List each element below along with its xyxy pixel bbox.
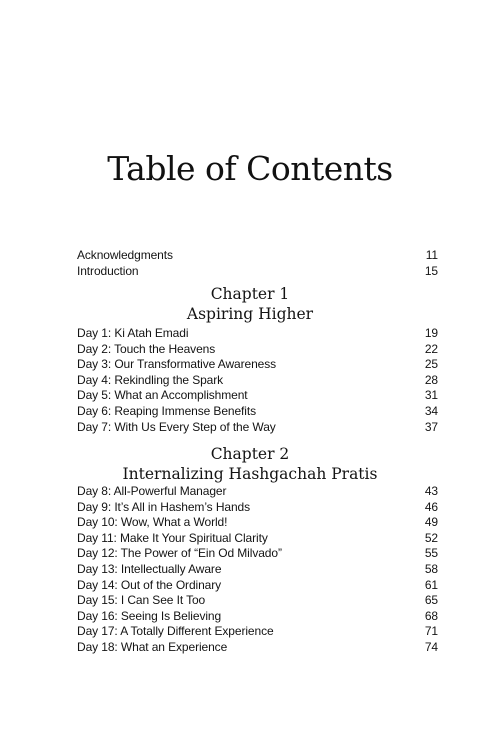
toc-entry-label: Day 4: Rekindling the Spark (77, 372, 224, 387)
toc-entry-page: 31 (424, 388, 438, 403)
chapter-1-entries (77, 326, 438, 435)
toc-entry-label: Day 7: With Us Every Step of the Way (77, 419, 276, 434)
toc-entry-label: Day 5: What an Accomplishment (77, 388, 248, 403)
toc-entry-page: 11 (425, 248, 438, 262)
toc-entry-label: Day 9: It’s All in Hashem’s Hands (77, 499, 251, 514)
toc-entry-page: 28 (424, 372, 438, 387)
toc-entry (77, 531, 438, 547)
toc-entry-page: 49 (424, 515, 438, 530)
front-matter-list (77, 248, 438, 279)
toc-entry-page: 22 (424, 341, 438, 356)
toc-entry-page: 34 (424, 403, 438, 418)
toc-entry-label: Day 17: A Totally Different Experience (77, 624, 274, 639)
toc-entry-label: Introduction (77, 263, 139, 278)
toc-entry-label: Day 3: Our Transformative Awareness (77, 357, 277, 372)
toc-entry-page: 43 (424, 484, 438, 498)
chapter-2-entries (77, 484, 438, 656)
toc-entry-page: 68 (424, 608, 438, 623)
toc-entry-page: 74 (424, 639, 438, 654)
toc-entry (77, 578, 438, 594)
toc-entry-label: Day 18: What an Experience (77, 639, 228, 654)
toc-entry-label: Acknowledgments (77, 248, 173, 262)
toc-entry-label: Day 11: Make It Your Spiritual Clarity (77, 530, 268, 545)
toc-entry-label: Day 14: Out of the Ordinary (77, 577, 222, 592)
toc-entry (77, 593, 438, 609)
toc-entry-label: Day 15: I Can See It Too (77, 593, 206, 608)
chapter-name: Internalizing Hashgachah Pratis (122, 465, 378, 483)
toc-entry (77, 264, 438, 280)
toc-entry (77, 484, 438, 500)
page-title: Table of Contents (107, 149, 393, 188)
toc-entry-page: 19 (424, 326, 438, 340)
toc-entry-label: Day 8: All-Powerful Manager (77, 484, 227, 498)
toc-entry-label: Day 6: Reaping Immense Benefits (77, 403, 256, 418)
toc-entry-page: 37 (424, 419, 438, 434)
toc-entry (77, 562, 438, 578)
chapter-number: Chapter 1 (210, 285, 290, 303)
toc-entry (77, 388, 438, 404)
toc-entry (77, 357, 438, 373)
toc-entry-page: 52 (424, 530, 438, 545)
toc-entry (77, 404, 438, 420)
toc-entry (77, 500, 438, 516)
toc-entry (77, 515, 438, 531)
toc-entry-page: 25 (424, 357, 438, 372)
chapter-number: Chapter 2 (210, 445, 290, 463)
toc-entry-label: Day 13: Intellectually Aware (77, 561, 222, 576)
toc-entry (77, 248, 438, 264)
toc-entry (77, 373, 438, 389)
chapter-name: Aspiring Higher (186, 305, 314, 323)
chapter-heading-1 (0, 284, 500, 324)
toc-entry-page: 46 (424, 499, 438, 514)
toc-entry-label: Day 16: Seeing Is Believing (77, 608, 222, 623)
toc-entry-page: 65 (424, 593, 438, 608)
toc-entry (77, 342, 438, 358)
toc-entry (77, 609, 438, 625)
chapter-heading-2 (0, 444, 500, 484)
toc-entry-page: 71 (424, 624, 438, 639)
toc-entry-label: Day 12: The Power of “Ein Od Milvado” (77, 546, 282, 561)
toc-entry-label: Day 2: Touch the Heavens (77, 341, 216, 356)
toc-entry (77, 640, 438, 656)
toc-entry (77, 326, 438, 342)
toc-entry-page: 58 (424, 561, 438, 576)
toc-entry-label: Day 10: Wow, What a World! (77, 515, 228, 530)
toc-entry-page: 55 (424, 546, 438, 561)
toc-entry (77, 546, 438, 562)
toc-entry (77, 420, 438, 436)
toc-entry-page: 61 (424, 577, 438, 592)
toc-entry-label: Day 1: Ki Atah Emadi (77, 326, 189, 340)
toc-entry (77, 624, 438, 640)
toc-entry-page: 15 (424, 263, 438, 278)
